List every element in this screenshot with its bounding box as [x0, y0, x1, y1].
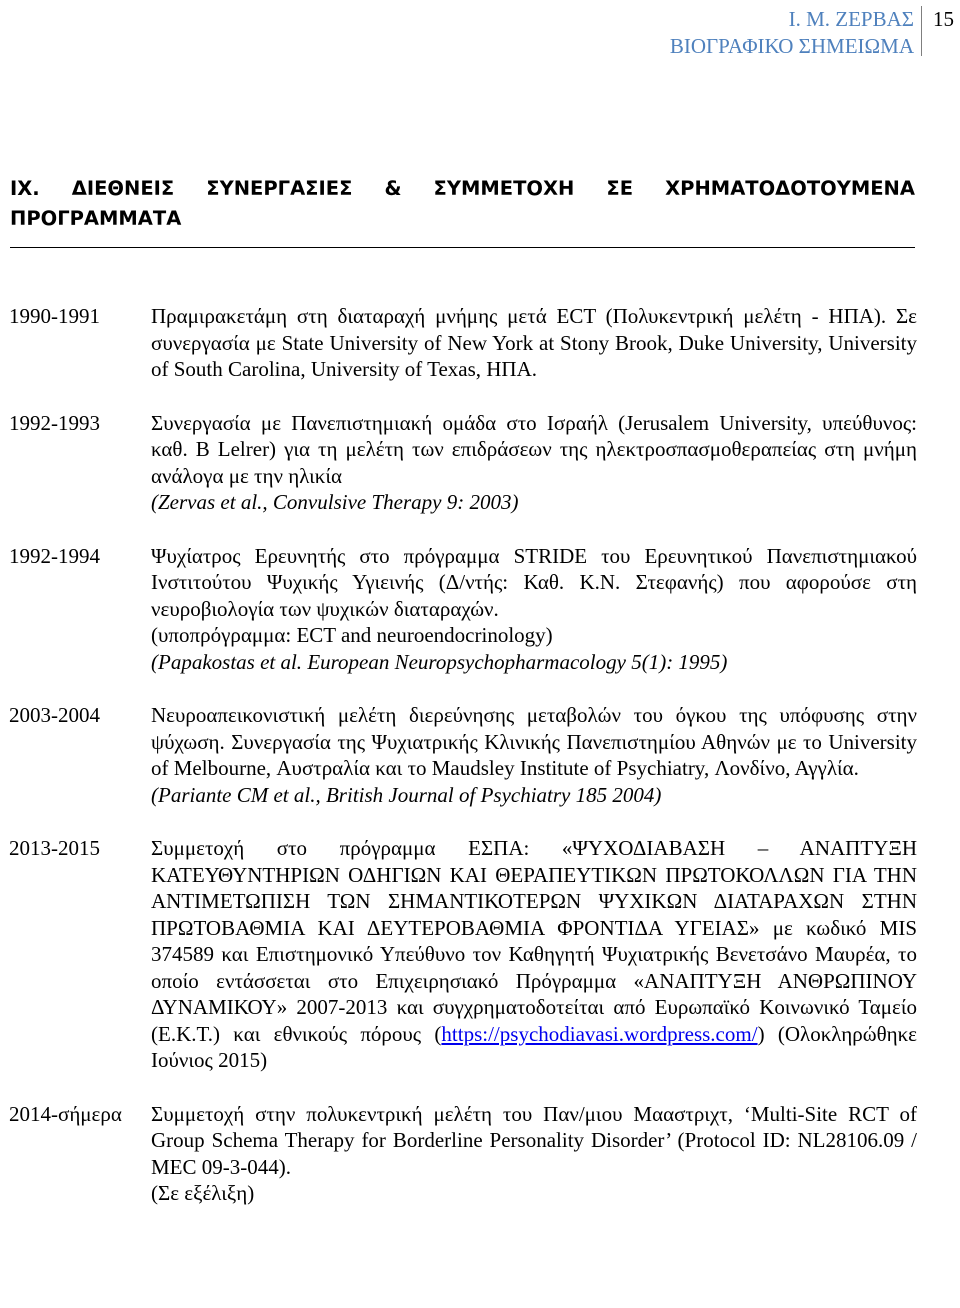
- section-title: [10, 174, 915, 234]
- entry-completion-note: ) (Ολοκληρώθηκε Ιούνιος 2015): [151, 1021, 918, 1072]
- entry-subtext: (Σε εξέλιξη): [151, 1181, 255, 1205]
- reference-authors: (Pariante CM et al.: [151, 782, 316, 807]
- entry-1990-1991: [9, 303, 917, 383]
- entry-2003-2004: [9, 702, 917, 808]
- title-word: ΔΙΕΘΝΕΙΣ: [71, 177, 175, 200]
- entry-date: 2003-2004: [9, 703, 100, 727]
- entry-text: Ψυχίατρος Ερευνητής στο πρόγραμμα STRIDE του Ερευνητικού Πανεπιστημιακού Ινστιτούτου Ψυχικής Υγιεινής (Δ/ντής: Καθ. Κ.Ν. Στεφανής) που αφορούσε στη νευροβιολογία των ψυχικών διαταραχών.: [151, 543, 917, 621]
- entry-text-main: Συμμετοχή στο πρόγραμμα ΕΣΠΑ: «ΨΥΧΟΔΙΑΒΑΣΗ – ΑΝΑΠΤΥΞΗ ΚΑΤΕΥΘΥΝΤΗΡΙΩΝ ΟΔΗΓΙΩΝ ΚΑΙ ΘΕΡΑΠΕΥΤΙΚΩΝ ΠΡΩΤΟΚΟΛΛΩΝ ΓΙΑ ΤΗΝ ΑΝΤΙΜΕΤΩΠΙΣΗ ΤΩΝ ΣΗΜΑΝΤΙΚΟΤΕΡΩΝ ΨΥΧΙΚΩΝ ΔΙΑΤΑΡΑΧΩΝ ΣΤΗΝ ΠΡΩΤΟΒΑΘΜΙΑ ΚΑΙ ΔΕΥΤΕΡΟΒΑΘΜΙΑ ΦΡΟΝΤΙΔΑ ΥΓΕΙΑΣ» με κωδικό MIS 374589 και Επιστημονικό Υπεύθυνο τον Καθηγητή Ψυχιατρικής Βενετσάνο Μαυρέα, το οποίο εντάσσεται στο Επιχειρησιακό Πρόγραμμα «ΑΝΑΠΤΥΞΗ ΑΝΘΡΩΠΙΝΟΥ ΔΥΝΑΜΙΚΟΥ» 2007-2013 και συγχρηματοδοτείται από Ευρωπαϊκό Κοινωνικό Ταμείο (Ε.Κ.Τ.) και εθνικούς πόρους: [151, 836, 917, 1046]
- entry-1992-1993: [9, 410, 917, 516]
- entry-reference: [151, 649, 917, 676]
- page-number: 15: [933, 7, 954, 31]
- entry-text: [151, 835, 917, 1074]
- header-author: Ι. Μ. ΖΕΡΒΑΣ: [788, 7, 914, 31]
- link-open-paren: (: [421, 1021, 442, 1046]
- entry-text: Πραμιρακετάμη στη διαταραχή μνήμης μετά ECT (Πολυκεντρική μελέτη - ΗΠΑ). Σε συνεργασία με State University of New York at Stony Brook, Duke University, University of South Carolina, University of Texas, ΗΠΑ.: [151, 304, 917, 381]
- entries-list: [9, 303, 917, 1234]
- entry-body: [151, 303, 917, 383]
- entry-text: Νευροαπεικονιστική μελέτη διερεύνησης μεταβολών του όγκου της υπόφυσης στην ψύχωση. Συνεργασία της Ψυχιατρικής Κλινικής Πανεπιστημίου Αθηνών με το University of Melbourne, Αυστραλία και το Maudsley Institute of Psychiatry, Λονδίνο, Αγγλία.: [151, 703, 917, 780]
- title-word: &: [384, 177, 402, 200]
- title-word: IX.: [10, 177, 40, 200]
- title-word: ΣΥΝΕΡΓΑΣΙΕΣ: [206, 177, 353, 200]
- reference-authors: (Papakostas et al.: [151, 649, 303, 674]
- entry-1992-1994: [9, 543, 917, 676]
- entry-2014-present: [9, 1101, 917, 1207]
- reference-source: European Neuropsychopharmacology 5(1): 1995): [302, 649, 728, 674]
- entry-2013-2015: [9, 835, 917, 1074]
- entry-date: 2013-2015: [9, 836, 100, 860]
- reference-source: , British Journal of Psychiatry 185 2004): [315, 782, 662, 807]
- title-word: ΧΡΗΜΑΤΟΔΟΤΟΥΜΕΝΑ: [665, 177, 915, 200]
- header-doc-title: ΒΙΟΓΡΑΦΙΚΟ ΣΗΜΕΙΩΜΑ: [669, 34, 914, 58]
- title-word: ΣΕ: [606, 177, 634, 200]
- entry-date: 1990-1991: [9, 304, 100, 328]
- section-title-line-1: [10, 174, 915, 204]
- entry-date: 2014-σήμερα: [9, 1101, 122, 1126]
- project-website-link[interactable]: https://psychodiavasi.wordpress.com/: [441, 1021, 758, 1046]
- page-header: [0, 6, 960, 62]
- entry-body: [151, 1101, 917, 1207]
- section-title-line-2: ΠΡΟΓΡΑΜΜΑΤΑ: [10, 207, 182, 230]
- entry-body: [151, 543, 917, 676]
- entry-date: 1992-1994: [9, 543, 100, 568]
- header-divider: [921, 6, 922, 56]
- entry-text: Συμμετοχή στην πολυκεντρική μελέτη του Παν/μιου Μααστριχτ, ‘Multi-Site RCT of Group Schema Therapy for Borderline Personality Disorder’ (Protocol ID: NL28106.09 / MEC 09-3-044).: [151, 1101, 917, 1179]
- entry-date: 1992-1993: [9, 410, 100, 435]
- reference-authors: (Zervas et al.: [151, 490, 263, 514]
- entry-body: [151, 410, 917, 516]
- entry-reference: [151, 489, 917, 516]
- section-divider: [10, 247, 915, 248]
- entry-reference: [151, 782, 917, 809]
- running-header: [670, 6, 914, 60]
- entry-text: Συνεργασία με Πανεπιστημιακή ομάδα στο Ισραήλ (Jerusalem University, υπεύθυνος: καθ. B Lelrer) για τη μελέτη των επιδράσεων της ηλεκτροσπασμοθεραπείας στη μνήμη ανάλογα με την ηλικία: [151, 410, 917, 488]
- reference-source: , Convulsive Therapy 9: 2003): [262, 490, 519, 514]
- entry-subtext: (υποπρόγραμμα: ECT and neuroendocrinology): [151, 623, 553, 647]
- title-word: ΣΥΜΜΕΤΟΧΗ: [433, 177, 575, 200]
- entry-body: [151, 702, 917, 808]
- entry-body: [151, 835, 917, 1074]
